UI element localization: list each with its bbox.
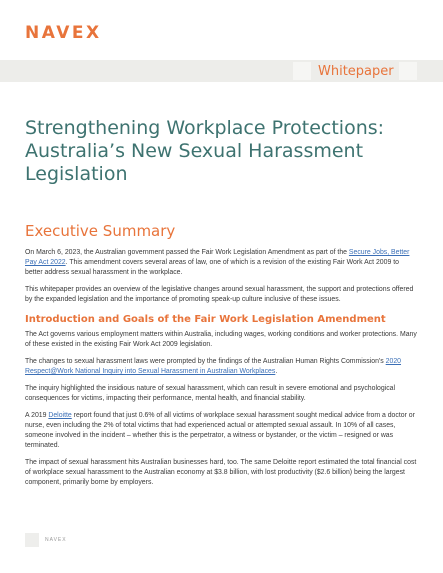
document-type-band [0, 60, 443, 82]
section-heading-executive-summary: Executive Summary [25, 222, 176, 240]
band-square-decoration [293, 62, 311, 80]
text: A 2019 [25, 412, 49, 419]
document-type-label: Whitepaper [318, 64, 394, 79]
band-square-decoration [399, 62, 417, 80]
respect-at-work-link[interactable]: 2020 Respect@Work National Inquiry into Sexual Harassment in Australian Workplaces [25, 358, 402, 375]
document-body [25, 222, 418, 495]
secure-jobs-link[interactable]: Secure Jobs, Better Pay Act 2022 [25, 249, 410, 266]
footer-brand: NAVEX [45, 537, 67, 543]
text: report found that just 0.6% of all victims of workplace sexual harassment sought medical advice from a doctor or nurse, even including the 2% of total victims that had experienced actual or attempted sexual assault. In 10% of all cases, someone involved in the incident – whether this is the perpetrator, a witness or bystander, or the victim – resigned or was terminated. [25, 412, 415, 449]
page-title: Strengthening Workplace Protections: Australia’s New Sexual Harassment Legislation [25, 117, 385, 185]
paragraph [25, 357, 418, 377]
text: . [275, 368, 278, 375]
paragraph [25, 248, 418, 278]
paragraph: This whitepaper provides an overview of the legislative changes around sexual harassment, the support and protections offered by the expanded legislation and the importance of promoting speak-up culture inclusive of these issues. [25, 286, 414, 303]
navex-logo: NAVEX [25, 23, 102, 43]
section-heading-introduction: Introduction and Goals of the Fair Work Legislation Amendment [25, 314, 386, 325]
text: The changes to sexual harassment laws were prompted by the findings of the Australian Human Rights Commission’s [25, 358, 386, 365]
paragraph [25, 411, 418, 451]
paragraph: The inquiry highlighted the insidious nature of sexual harassment, which can result in severe emotional and psychological consequences for victims, impacting their performance, mental health, and financial stability. [25, 385, 396, 402]
footer-square-decoration [25, 533, 39, 547]
text: On March 6, 2023, the Australian government passed the Fair Work Legislation Amendment as part of the [25, 249, 349, 256]
text: . This amendment covers several areas of law, one of which is a revision of the existing Fair Work Act 2009 to better address sexual harassment in the workplace. [25, 259, 399, 276]
paragraph: The Act governs various employment matters within Australia, including wages, working conditions and worker protections. Many of these existed in the existing Fair Work Act 2009 legislation. [25, 331, 417, 348]
paragraph: The impact of sexual harassment hits Australian businesses hard, too. The same Deloitte report estimated the total financial cost of workplace sexual harassment to the Australian economy at $3.8 billion, with lost productivity ($2.6 billion) being the largest component, primarily borne by employers. [25, 459, 417, 486]
deloitte-link[interactable]: Deloitte [48, 412, 72, 419]
